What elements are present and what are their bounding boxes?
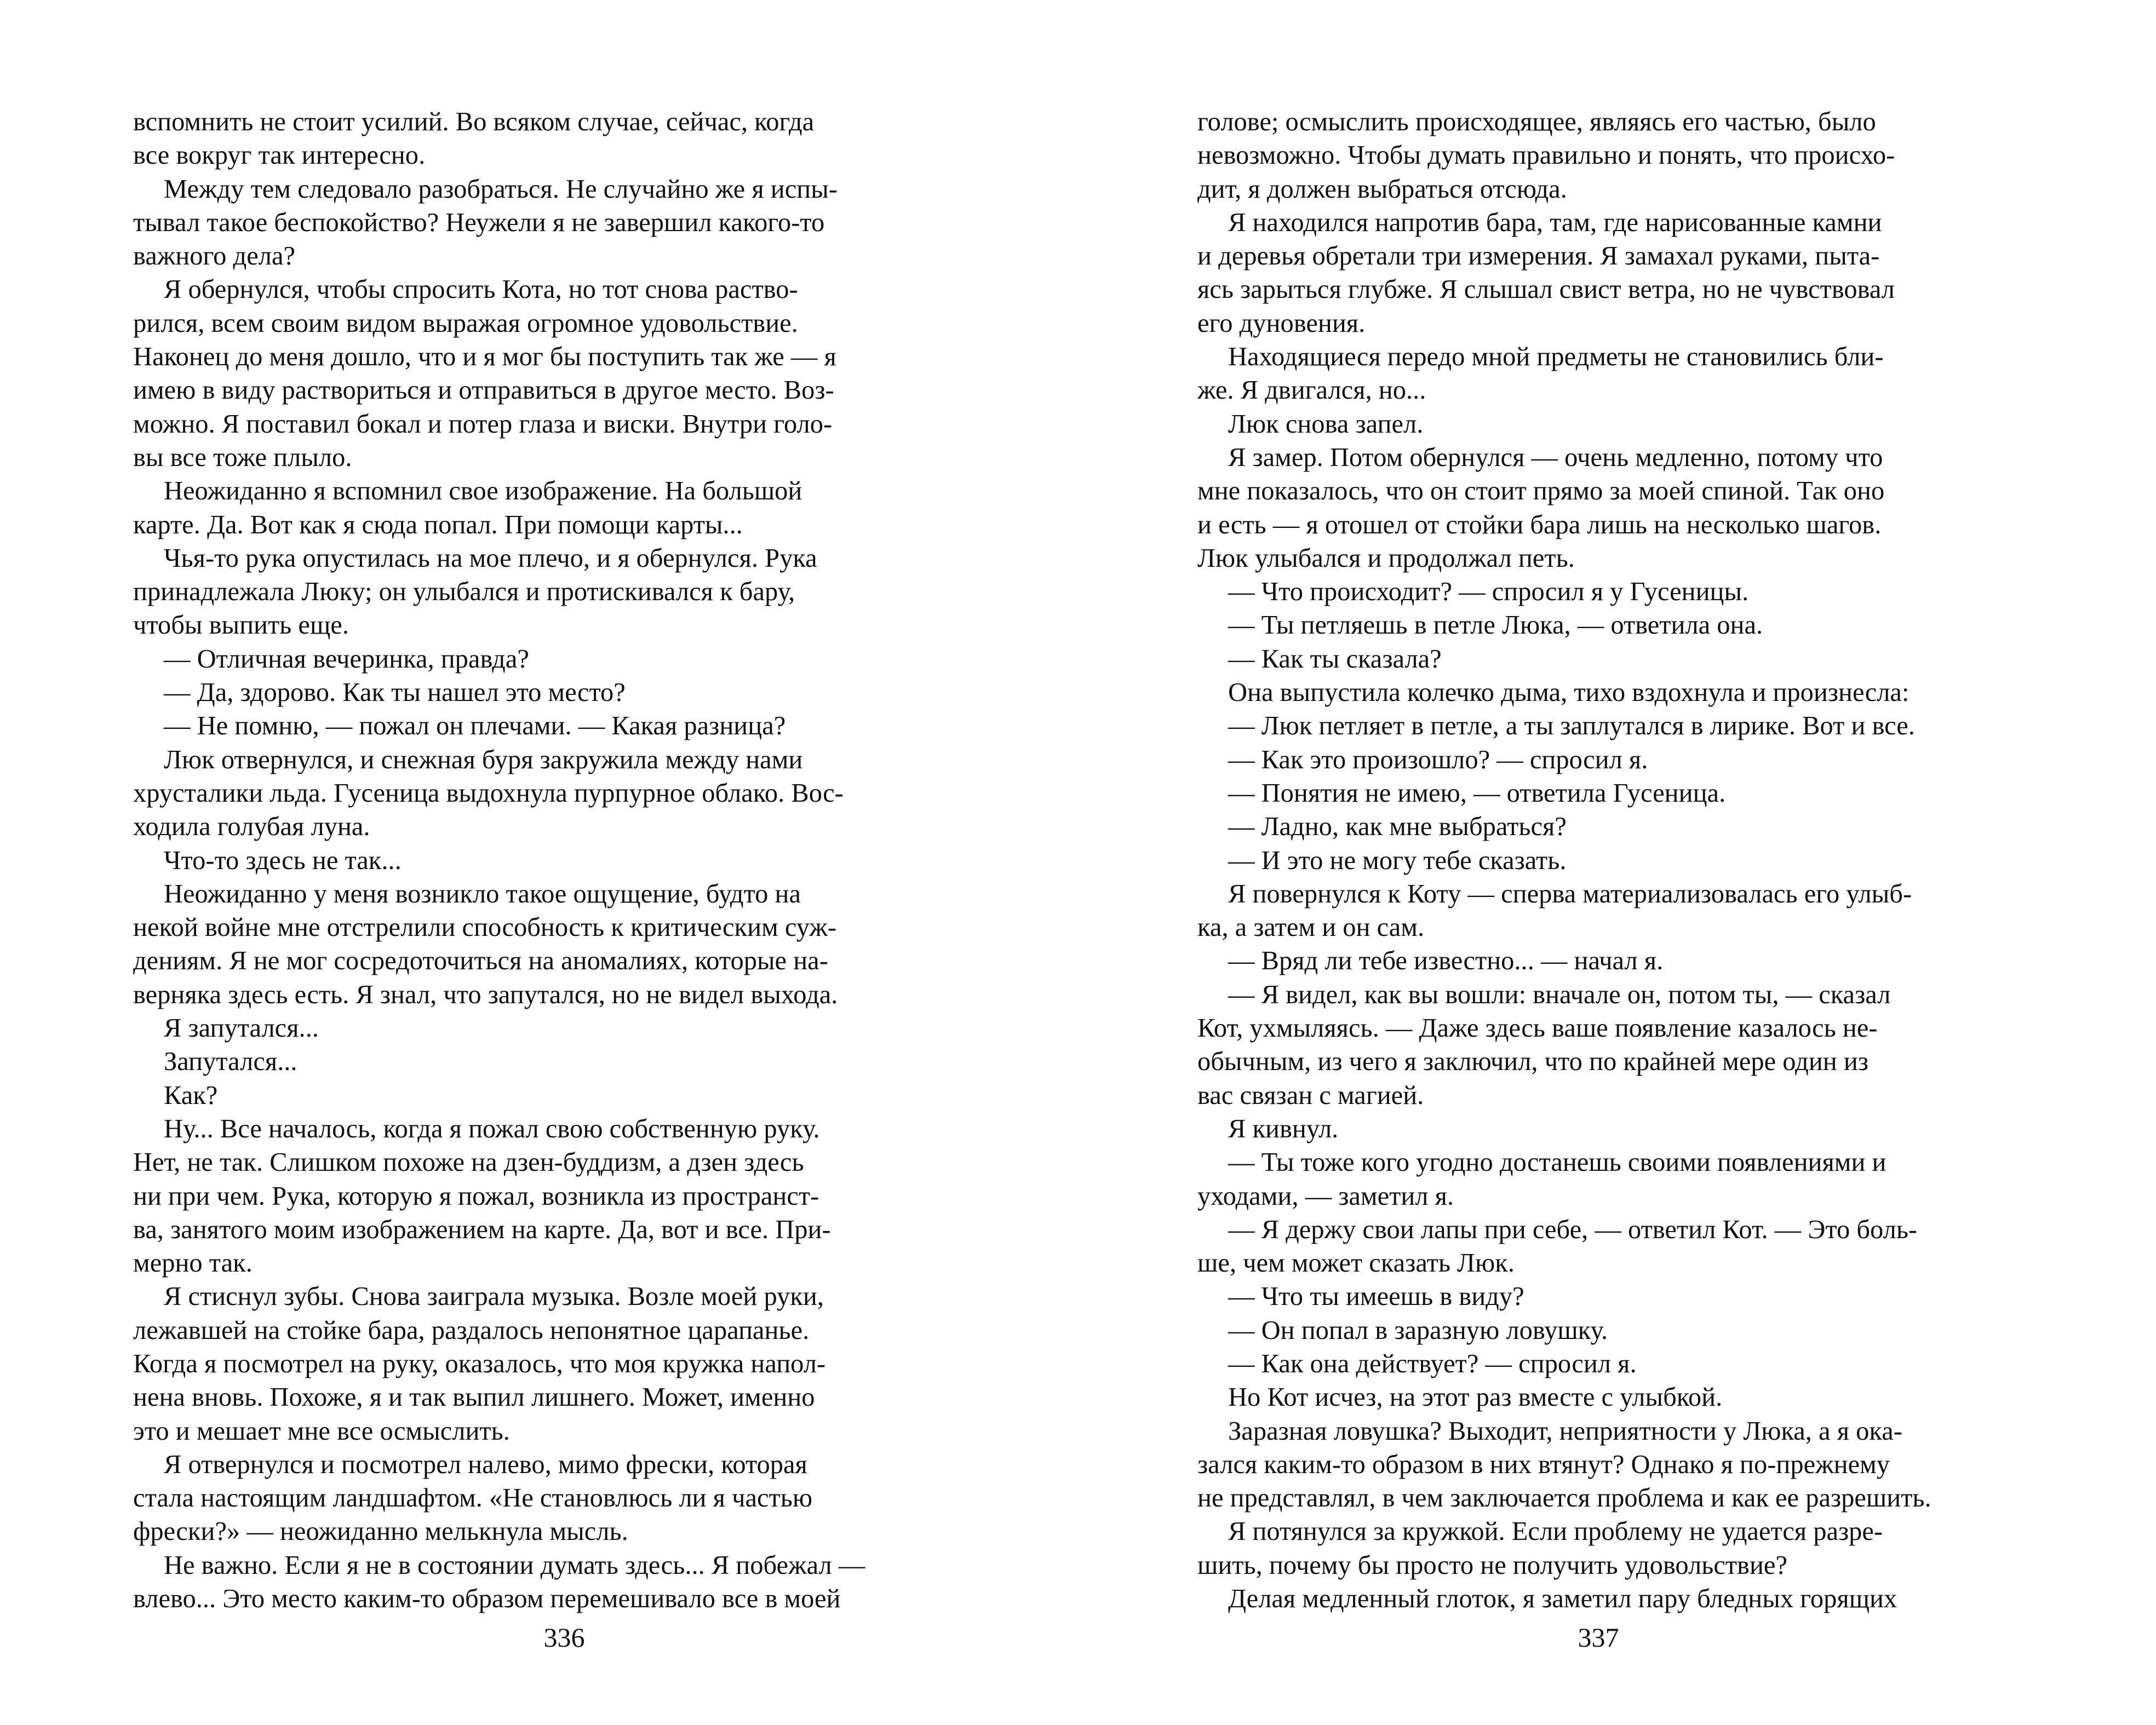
text-line: — Ты тоже кого угодно достанешь своими появлениями и (1228, 1148, 1886, 1177)
text-line: — Он попал в заразную ловушку. (1228, 1315, 1608, 1345)
text-line: ше, чем может сказать Люк. (1197, 1249, 1515, 1278)
text-line: важного дела? (133, 242, 296, 271)
text-line: лежавшей на стойке бара, раздалось непонятное царапанье. (133, 1315, 810, 1345)
text-line: — Ты петляешь в петле Люка, — ответила она. (1228, 611, 1763, 640)
text-line: — Как это произошло? — спросил я. (1228, 745, 1648, 774)
text-line: некой войне мне отстрелили способность к критическим суж- (133, 913, 837, 942)
text-line: — Что происходит? — спросил я у Гусеницы. (1228, 577, 1749, 607)
text-line: невозможно. Чтобы думать правильно и понять, что происхо- (1197, 141, 1895, 170)
text-line: Находящиеся передо мной предметы не становились бли- (1228, 342, 1884, 372)
text-line: Наконец до меня дошло, что и я мог бы поступить так же — я (133, 342, 836, 372)
text-line: — Понятия не имею, — ответила Гусеница. (1228, 778, 1726, 808)
text-line: мне показалось, что он стоит прямо за моей спиной. Так оно (1197, 476, 1885, 506)
text-line: Я отвернулся и посмотрел налево, мимо фрески, которая (164, 1450, 807, 1479)
text-line: нена вновь. Похоже, я и так выпил лишнего. Может, именно (133, 1383, 815, 1412)
text-line: принадлежала Люку; он улыбался и протискивался к бару, (133, 577, 795, 607)
text-line: — Я видел, как вы вошли: вначале он, потом ты, — сказал (1228, 980, 1891, 1009)
text-line: же. Я двигался, но... (1197, 376, 1426, 405)
text-line: ни при чем. Рука, которую я пожал, возникла из пространст- (133, 1181, 819, 1211)
right-page (1078, 0, 2156, 1725)
text-line: можно. Я поставил бокал и потер глаза и виски. Внутри голо- (133, 409, 833, 439)
text-line: Чья-то рука опустилась на мое плечо, и я обернулся. Рука (164, 543, 817, 573)
text-line: дениям. Я не мог сосредоточиться на аномалиях, которые на- (133, 946, 828, 976)
text-line: его дуновения. (1197, 308, 1366, 338)
text-line: вспомнить не стоит усилий. Во всяком случае, сейчас, когда (133, 107, 815, 136)
text-line: Люк снова запел. (1228, 409, 1424, 439)
text-line: Я кивнул. (1228, 1114, 1339, 1143)
text-line: ходила голубая луна. (133, 812, 370, 842)
text-line: Она выпустила колечко дыма, тихо вздохнула и произнесла: (1228, 678, 1910, 708)
text-line: не представлял, в чем заключается проблема и как ее разрешить. (1197, 1484, 1931, 1513)
text-line: стала настоящим ландшафтом. «Не становлюсь ли я частью (133, 1484, 813, 1513)
text-line: — И это не могу тебе сказать. (1228, 846, 1567, 875)
text-line: Ну... Все началось, когда я пожал свою собственную руку. (164, 1114, 820, 1143)
text-line: Не важно. Если я не в состоянии думать здесь... Я побежал — (164, 1550, 865, 1580)
left-page-number: 336 (543, 1622, 585, 1653)
text-line: все вокруг так интересно. (133, 141, 426, 170)
text-line: Я стиснул зубы. Снова заиграла музыка. Возле моей руки, (164, 1282, 824, 1312)
text-line: Заразная ловушка? Выходит, неприятности у Люка, а я ока- (1228, 1416, 1902, 1446)
text-line: — Что ты имеешь в виду? (1228, 1282, 1524, 1312)
text-line: — Как ты сказала? (1228, 644, 1442, 674)
text-line: вас связан с магией. (1197, 1080, 1424, 1110)
right-page-text (1197, 105, 2068, 1615)
text-line: Запутался... (164, 1047, 297, 1077)
text-line: Я обернулся, чтобы спросить Кота, но тот снова раство- (164, 275, 798, 304)
text-line: Между тем следовало разобраться. Не случайно же я испы- (164, 174, 838, 204)
text-line: имею в виду раствориться и отправиться в другое место. Воз- (133, 376, 834, 405)
text-line: — Не помню, — пожал он плечами. — Какая разница? (164, 711, 786, 741)
text-line: — Отличная вечеринка, правда? (164, 644, 529, 674)
text-line: Что-то здесь не так... (164, 846, 402, 875)
text-line: Делая медленный глоток, я заметил пару бледных горящих (1228, 1584, 1897, 1614)
text-line: вы все тоже плыло. (133, 442, 352, 472)
text-line: Люк отвернулся, и снежная буря закружила между нами (164, 745, 803, 774)
text-line: Я повернулся к Коту — сперва материализовалась его улыб- (1228, 879, 1912, 909)
text-line: — Как она действует? — спросил я. (1228, 1349, 1637, 1378)
text-line: ва, занятого моим изображением на карте. Да, вот и все. При- (133, 1215, 831, 1244)
text-line: Неожиданно у меня возникло такое ощущение, будто на (164, 879, 801, 909)
text-line: ка, а затем и он сам. (1197, 913, 1425, 942)
text-line: тывал такое беспокойство? Неужели я не завершил какого-то (133, 208, 825, 237)
text-line: голове; осмыслить происходящее, являясь его частью, было (1197, 107, 1876, 136)
text-line: — Люк петляет в петле, а ты заплутался в лирике. Вот и все. (1228, 711, 1915, 741)
text-line: Как? (164, 1080, 218, 1110)
text-line: Кот, ухмыляясь. — Даже здесь ваше появление казалось не- (1197, 1014, 1878, 1043)
text-line: Я замер. Потом обернулся — очень медленно, потому что (1228, 442, 1883, 472)
text-line: ясь зарыться глубже. Я слышал свист ветра, но не чувствовал (1197, 275, 1895, 304)
text-line: верняка здесь есть. Я знал, что запутался, но не видел выхода. (133, 980, 838, 1009)
text-line: — Я держу свои лапы при себе, — ответил Кот. — Это боль- (1228, 1215, 1918, 1244)
text-line: это и мешает мне все осмыслить. (133, 1416, 510, 1446)
text-line: шить, почему бы просто не получить удовольствие? (1197, 1550, 1787, 1580)
text-line: — Ладно, как мне выбраться? (1228, 812, 1567, 842)
text-line: и деревья обретали три измерения. Я замахал руками, пыта- (1197, 242, 1880, 271)
text-line: — Да, здорово. Как ты нашел это место? (164, 678, 626, 708)
text-line: и есть — я отошел от стойки бара лишь на несколько шагов. (1197, 510, 1882, 539)
text-line: влево... Это место каким-то образом перемешивало все в моей (133, 1584, 841, 1614)
text-line: зался каким-то образом в них втянут? Однако я по-прежнему (1197, 1450, 1890, 1479)
text-line: карте. Да. Вот как я сюда попал. При помощи карты... (133, 510, 743, 539)
text-line: — Вряд ли тебе известно... — начал я. (1228, 946, 1664, 976)
text-line: Я потянулся за кружкой. Если проблему не удается разре- (1228, 1517, 1883, 1546)
text-line: дит, я должен выбраться отсюда. (1197, 174, 1567, 204)
text-line: хрусталики льда. Гусеница выдохнула пурпурное облако. Вос- (133, 778, 844, 808)
text-line: Когда я посмотрел на руку, оказалось, что моя кружка напол- (133, 1349, 826, 1378)
text-line: Я находился напротив бара, там, где нарисованные камни (1228, 208, 1882, 237)
left-page-text (133, 105, 1004, 1615)
text-line: фрески?» — неожиданно мелькнула мысль. (133, 1517, 628, 1546)
right-page-number: 337 (1578, 1622, 1619, 1653)
text-line: Но Кот исчез, на этот раз вместе с улыбкой. (1228, 1383, 1723, 1412)
text-line: уходами, — заметил я. (1197, 1181, 1454, 1211)
text-line: чтобы выпить еще. (133, 611, 349, 640)
text-line: Люк улыбался и продолжал петь. (1197, 543, 1575, 573)
text-line: Нет, не так. Слишком похоже на дзен-буддизм, а дзен здесь (133, 1148, 804, 1177)
text-line: рился, всем своим видом выражая огромное удовольствие. (133, 308, 798, 338)
text-line: мерно так. (133, 1249, 253, 1278)
text-line: Неожиданно я вспомнил свое изображение. На большой (164, 476, 802, 506)
text-line: обычным, из чего я заключил, что по крайней мере один из (1197, 1047, 1868, 1077)
text-line: Я запутался... (164, 1014, 319, 1043)
